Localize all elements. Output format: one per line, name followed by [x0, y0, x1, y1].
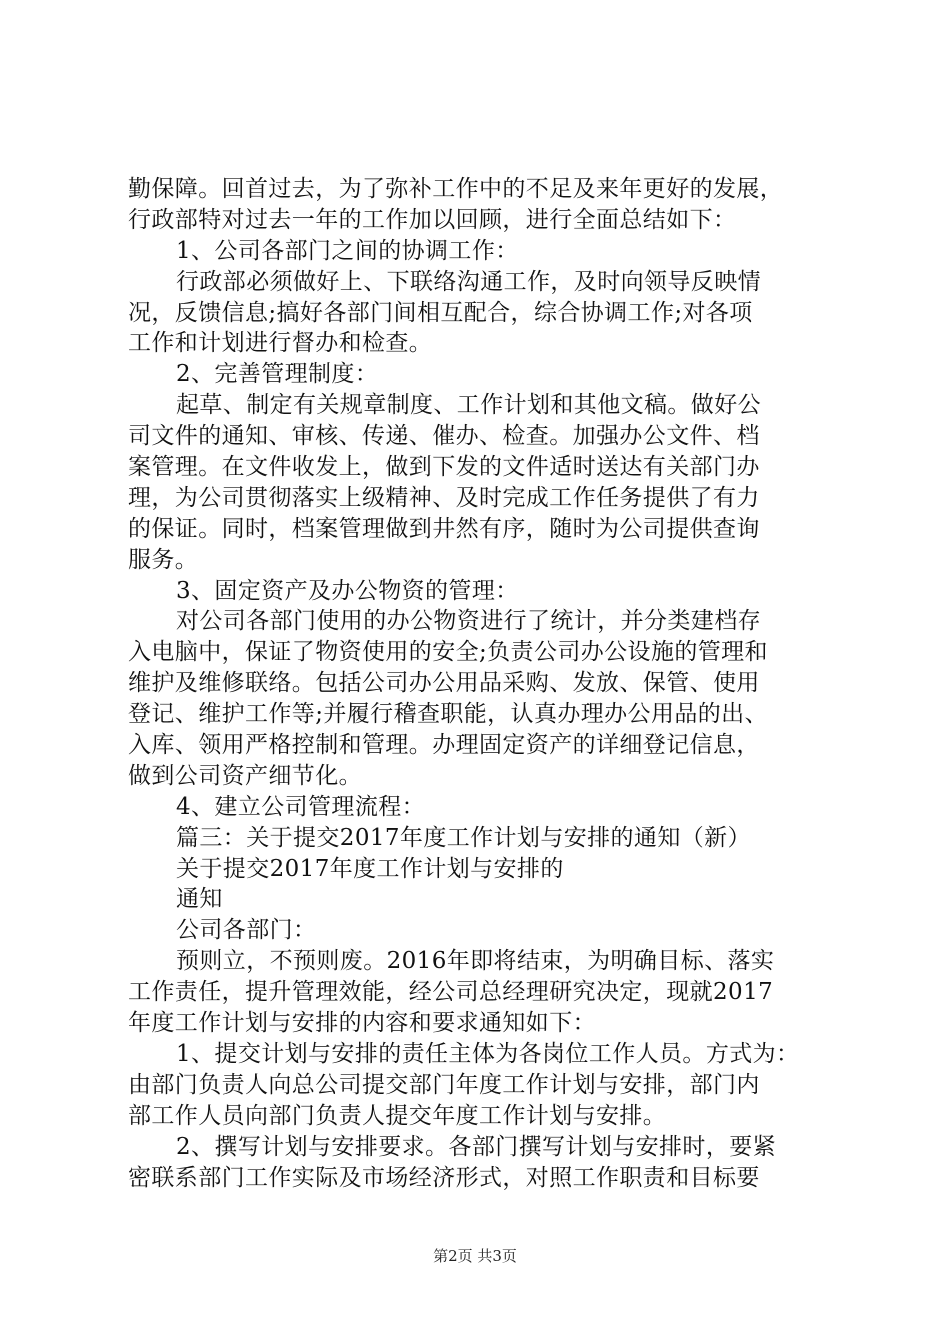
section-heading: 1、公司各部门之间的协调工作：	[176, 237, 519, 264]
text-line: 入库、领用严格控制和管理。办理固定资产的详细登记信息，	[128, 732, 760, 759]
text-line: 密联系部门工作实际及市场经济形式，对照工作职责和目标要	[128, 1164, 760, 1191]
text-line: 做到公司资产细节化。	[128, 762, 362, 789]
addressee: 公司各部门：	[176, 917, 317, 944]
document-body	[128, 174, 838, 1193]
page-footer: 第2页 共3页	[433, 1247, 517, 1265]
text-line: 工作和计划进行督办和检查。	[128, 330, 433, 357]
text-line: 工作责任，提升管理效能，经公司总经理研究决定，现就2017	[128, 979, 774, 1006]
text-line: 行政部必须做好上、下联络沟通工作，及时向领导反映情	[176, 268, 761, 295]
text-line: 况，反馈信息;搞好各部门间相互配合，综合协调工作;对各项	[128, 299, 753, 326]
text-line: 登记、维护工作等;并履行稽查职能，认真办理办公用品的出、	[128, 701, 768, 728]
notice-title: 通知	[176, 886, 223, 913]
text-line: 2、撰写计划与安排要求。各部门撰写计划与安排时，要紧	[176, 1133, 777, 1160]
text-line: 入电脑中，保证了物资使用的安全;负责公司办公设施的管理和	[128, 639, 768, 666]
text-line: 部工作人员向部门负责人提交年度工作计划与安排。	[128, 1102, 667, 1129]
text-line: 司文件的通知、审核、传递、催办、检查。加强办公文件、档	[128, 423, 760, 450]
text-line: 由部门负责人向总公司提交部门年度工作计划与安排，部门内	[128, 1071, 760, 1098]
text-line: 年度工作计划与安排的内容和要求通知如下：	[128, 1010, 596, 1037]
text-line: 服务。	[128, 546, 199, 573]
text-line: 勤保障。回首过去，为了弥补工作中的不足及来年更好的发展，	[128, 176, 784, 202]
section-heading: 3、固定资产及办公物资的管理：	[176, 577, 519, 604]
chapter-title: 篇三：关于提交2017年度工作计划与安排的通知（新）	[176, 824, 751, 851]
text-line: 预则立，不预则废。2016年即将结束，为明确目标、落实	[176, 948, 775, 975]
text-line: 案管理。在文件收发上，做到下发的文件适时送达有关部门办	[128, 454, 760, 481]
text-line: 维护及维修联络。包括公司办公用品采购、发放、保管、使用	[128, 670, 760, 697]
text-line: 对公司各部门使用的办公物资进行了统计，并分类建档存	[176, 608, 761, 635]
text-line: 1、提交计划与安排的责任主体为各岗位工作人员。方式为：	[176, 1040, 800, 1067]
text-line: 起草、制定有关规章制度、工作计划和其他文稿。做好公	[176, 392, 761, 419]
text-line: 的保证。同时，档案管理做到井然有序，随时为公司提供查询	[128, 515, 760, 542]
text-line: 行政部特对过去一年的工作加以回顾，进行全面总结如下：	[128, 206, 737, 233]
text-line: 理，为公司贯彻落实上级精神、及时完成工作任务提供了有力	[128, 484, 760, 511]
notice-title: 关于提交2017年度工作计划与安排的	[176, 855, 564, 882]
section-heading: 2、完善管理制度：	[176, 361, 379, 388]
section-heading: 4、建立公司管理流程：	[176, 793, 426, 820]
